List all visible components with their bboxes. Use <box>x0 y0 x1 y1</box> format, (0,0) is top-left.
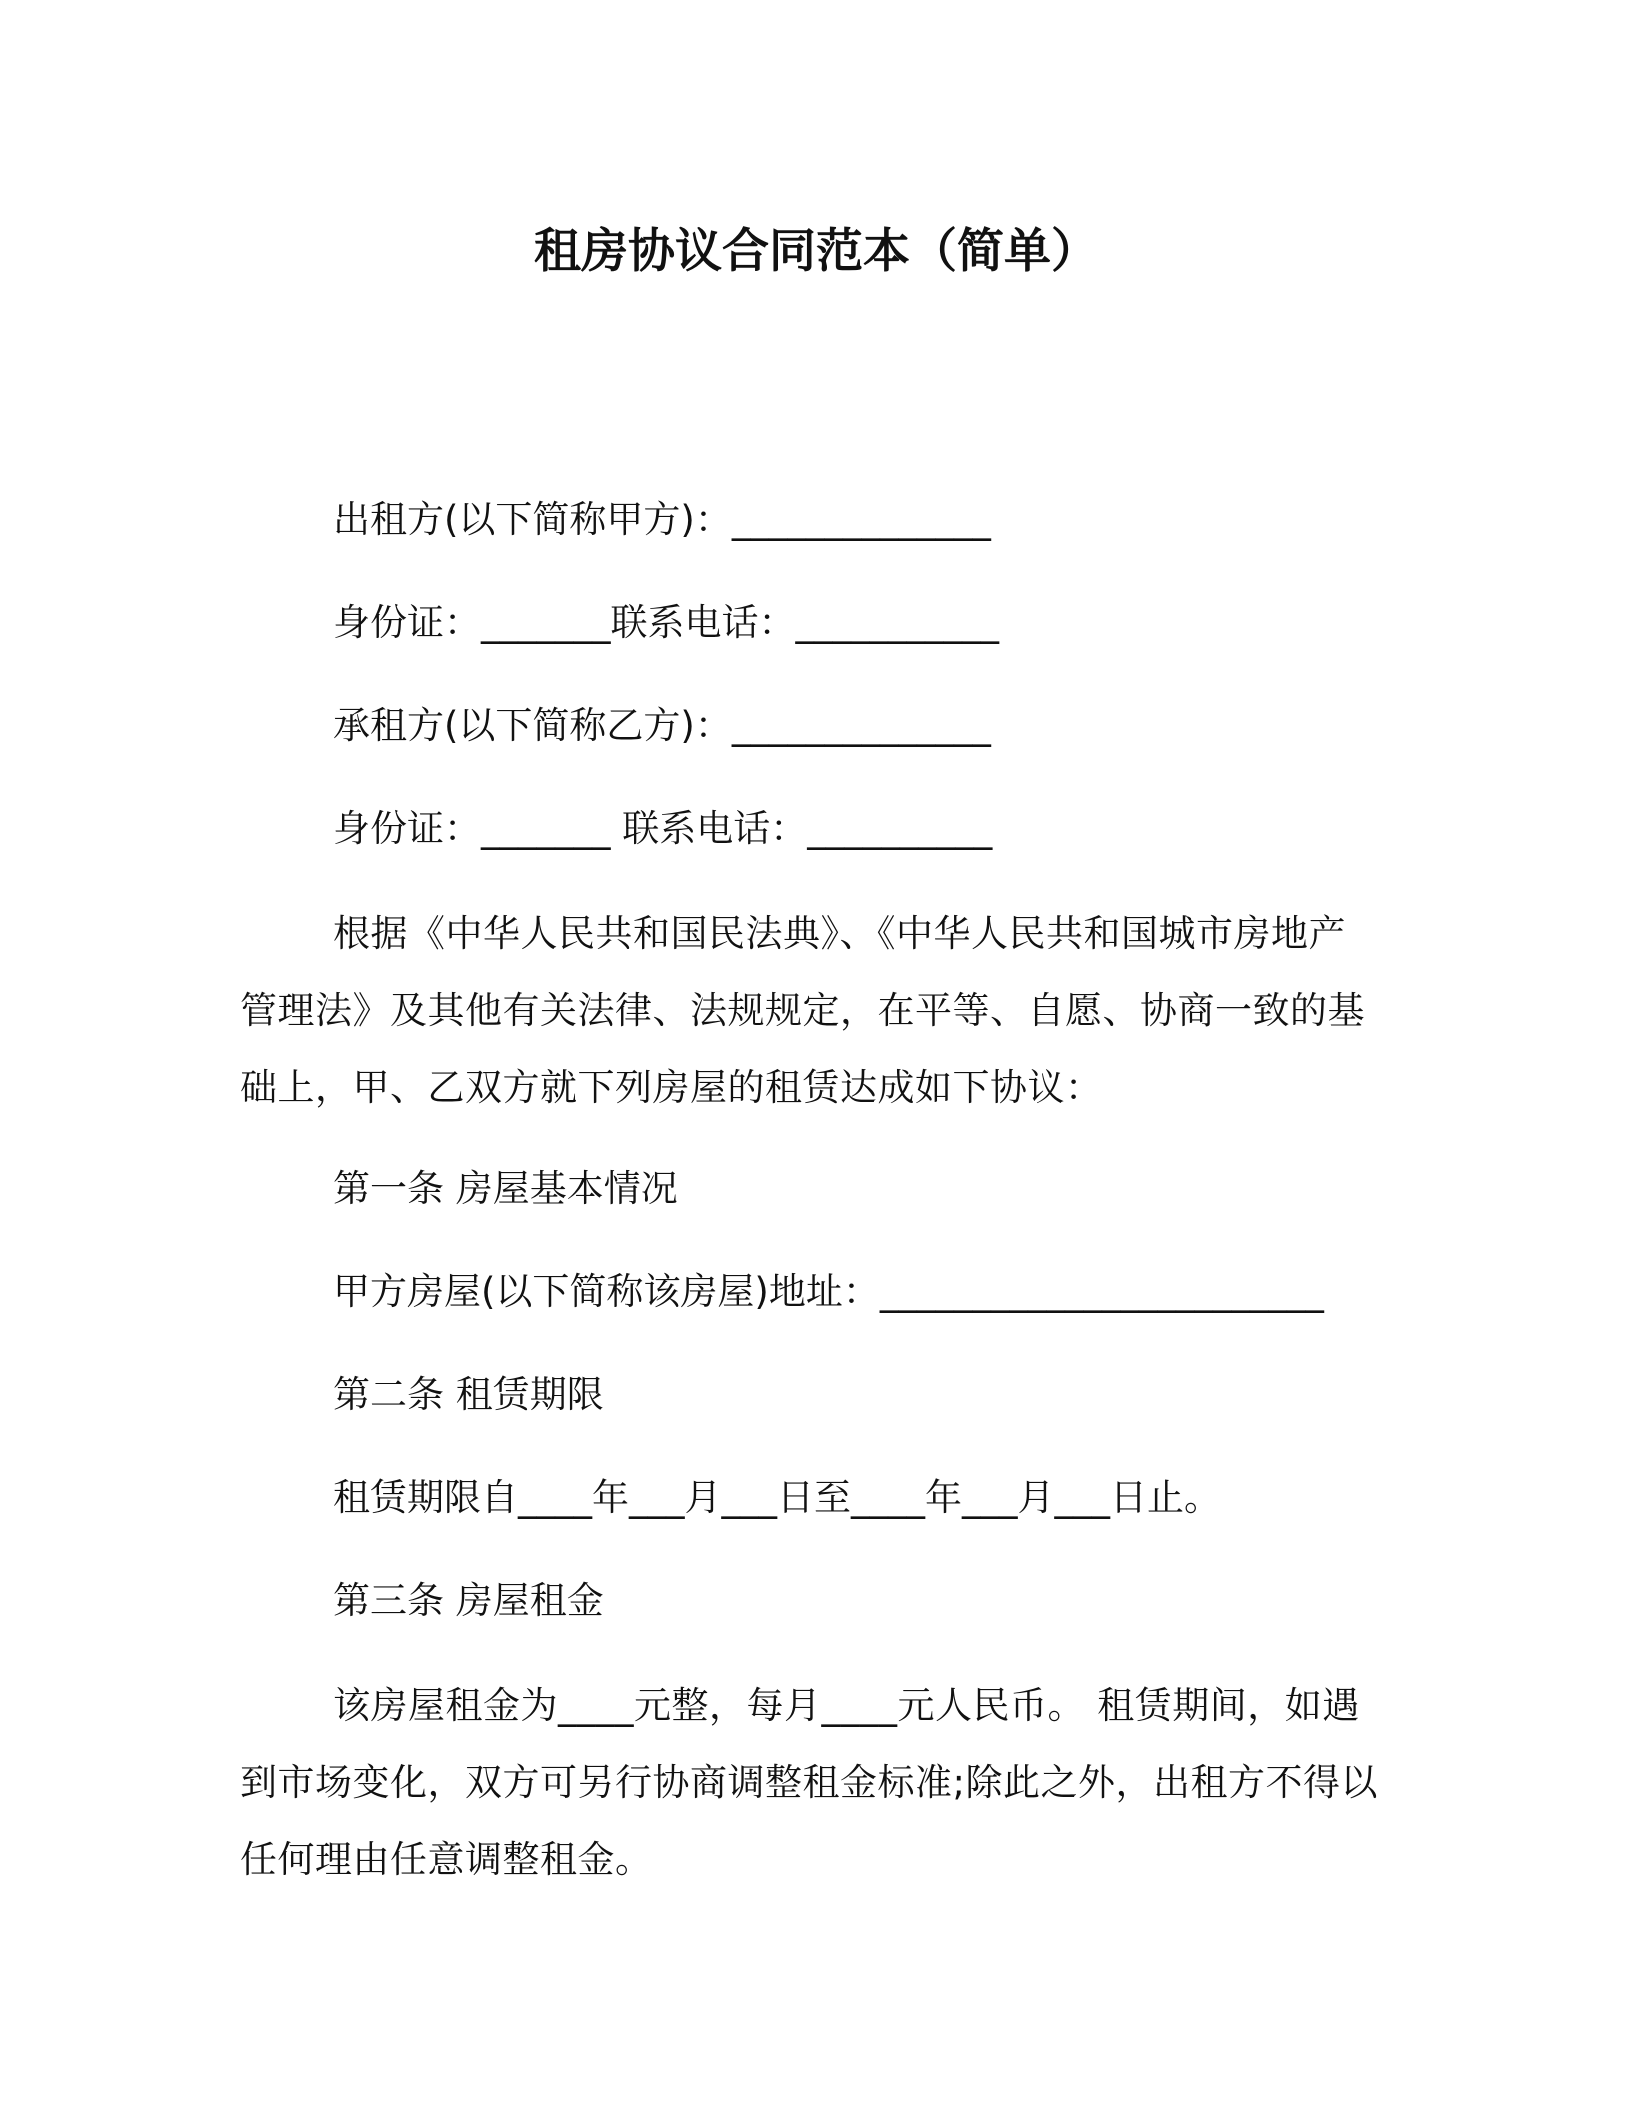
article1-address-line: 甲方房屋(以下简称该房屋)地址：________________________ <box>333 1270 1324 1313</box>
preamble-paragraph: 根据《中华人民共和国民法典》、《中华人民共和国城市房地产管理法》及其他有关法律、法规规定，在平等、自愿、协商一致的基础上，甲、乙双方就下列房屋的租赁达成如下协议： <box>240 912 1365 1109</box>
document-title: 租房协议合同范本（简单） <box>534 224 1098 279</box>
lessee-id-phone-line: 身份证：_______ 联系电话：__________ <box>333 807 993 850</box>
lessor-id-phone-line: 身份证：_______联系电话：___________ <box>333 601 999 644</box>
article2-heading: 第二条 租赁期限 <box>333 1373 604 1416</box>
article3-body-paragraph: 该房屋租金为____元整，每月____元人民币。 租赁期间，如遇到市场变化，双方可另行协商调整租金标准;除此之外，出租方不得以任何理由任意调整租金。 <box>240 1684 1378 1881</box>
lessor-line: 出租方(以下简称甲方)：______________ <box>333 498 991 541</box>
lessee-line: 承租方(以下简称乙方)：______________ <box>333 704 991 747</box>
article3-heading: 第三条 房屋租金 <box>333 1579 604 1622</box>
article2-term-line: 租赁期限自____年___月___日至____年___月___日止。 <box>333 1476 1221 1519</box>
article1-heading: 第一条 房屋基本情况 <box>333 1167 678 1210</box>
